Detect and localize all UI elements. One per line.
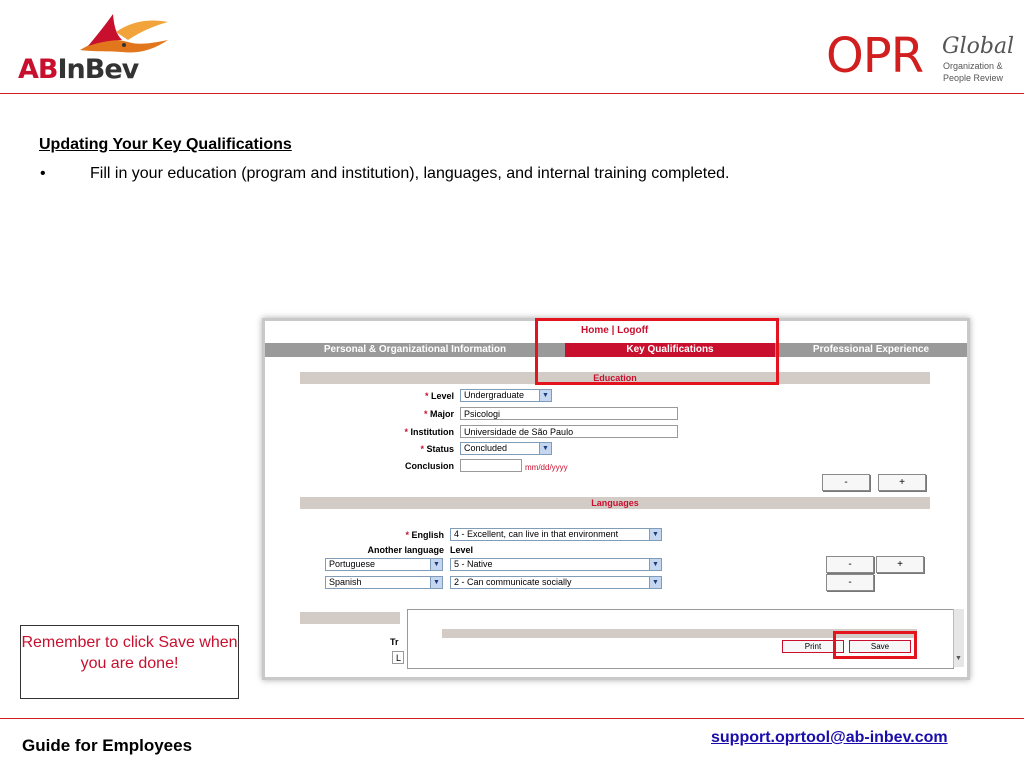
language-level-select-1[interactable]: 5 - Native ▼: [450, 558, 662, 571]
abinbev-logo: [18, 12, 178, 92]
chevron-down-icon: ▼: [649, 529, 661, 540]
save-reminder-callout: Remember to click Save when you are done!: [20, 625, 239, 699]
tab-key-qualifications[interactable]: Key Qualifications: [565, 343, 775, 357]
major-input[interactable]: Psicologi: [460, 407, 678, 420]
opr-logo: [826, 28, 1021, 90]
page-heading: Updating Your Key Qualifications: [39, 136, 292, 153]
link-separator: |: [611, 325, 615, 336]
chevron-down-icon: ▼: [539, 390, 551, 401]
support-email-link[interactable]: support.oprtool@ab-inbev.com: [711, 729, 948, 746]
conclusion-input[interactable]: [460, 459, 522, 472]
education-remove-button[interactable]: -: [822, 474, 870, 491]
institution-input[interactable]: Universidade de São Paulo: [460, 425, 678, 438]
language-select-1[interactable]: Portuguese ▼: [325, 558, 443, 571]
opr-main-text: OPR: [826, 28, 924, 84]
footer-title: Guide for Employees: [22, 736, 193, 755]
language-remove-button-2[interactable]: -: [826, 574, 874, 591]
opr-sub1-text: Organization &: [943, 61, 1003, 71]
education-section-header: Education: [300, 372, 930, 384]
language-remove-button-1[interactable]: -: [826, 556, 874, 573]
chevron-down-icon: ▼: [649, 577, 661, 588]
status-label: * Status: [420, 444, 454, 454]
scroll-down-icon[interactable]: ▼: [955, 655, 962, 662]
institution-label: * Institution: [404, 427, 454, 437]
opr-sub2-text: People Review: [943, 73, 1004, 83]
chevron-down-icon: ▼: [539, 443, 551, 454]
logo-ab-text: AB: [18, 54, 58, 85]
training-input-fragment[interactable]: L: [392, 651, 404, 664]
conclusion-label: Conclusion: [405, 461, 454, 471]
chevron-down-icon: ▼: [430, 577, 442, 588]
tab-personal-info[interactable]: Personal & Organizational Information: [323, 344, 507, 355]
chevron-down-icon: ▼: [430, 559, 442, 570]
footer-divider: [0, 718, 1024, 719]
chevron-down-icon: ▼: [649, 559, 661, 570]
english-level-select[interactable]: 4 - Excellent, can live in that environment ▼: [450, 528, 662, 541]
training-label-fragment: Tr: [390, 637, 399, 647]
language-add-button[interactable]: +: [876, 556, 924, 573]
english-label: * English: [405, 530, 444, 540]
tab-professional-experience[interactable]: Professional Experience: [812, 344, 930, 355]
save-button[interactable]: Save: [849, 640, 911, 653]
training-section-header: [300, 612, 400, 624]
header-divider: [0, 93, 1024, 94]
education-add-button[interactable]: +: [878, 474, 926, 491]
level-label: * Level: [424, 391, 454, 401]
highlight-save-box: [833, 631, 917, 659]
logo-inbev-text: InBev: [57, 54, 139, 85]
required-mark: *: [424, 391, 429, 401]
home-link[interactable]: Home: [581, 325, 609, 336]
status-select[interactable]: Concluded ▼: [460, 442, 552, 455]
vertical-scrollbar[interactable]: [953, 609, 964, 667]
languages-section-header: Languages: [300, 497, 930, 509]
major-label: * Major: [423, 409, 454, 419]
opr-global-text: Global: [942, 34, 1015, 59]
conclusion-date-hint: mm/dd/yyyy: [525, 463, 568, 472]
highlight-tab-box: [535, 318, 779, 385]
level-select[interactable]: Undergraduate ▼: [460, 389, 552, 402]
another-language-label: Another language: [367, 545, 444, 555]
level-column-label: Level: [450, 545, 474, 555]
language-level-select-2[interactable]: 2 - Can communicate socially ▼: [450, 576, 662, 589]
language-select-2[interactable]: Spanish ▼: [325, 576, 443, 589]
logoff-link[interactable]: Logoff: [617, 325, 649, 336]
bullet-marker: •: [40, 165, 46, 182]
bullet-text: Fill in your education (program and institution), languages, and internal training completed.: [90, 165, 730, 182]
print-button[interactable]: Print: [782, 640, 844, 653]
